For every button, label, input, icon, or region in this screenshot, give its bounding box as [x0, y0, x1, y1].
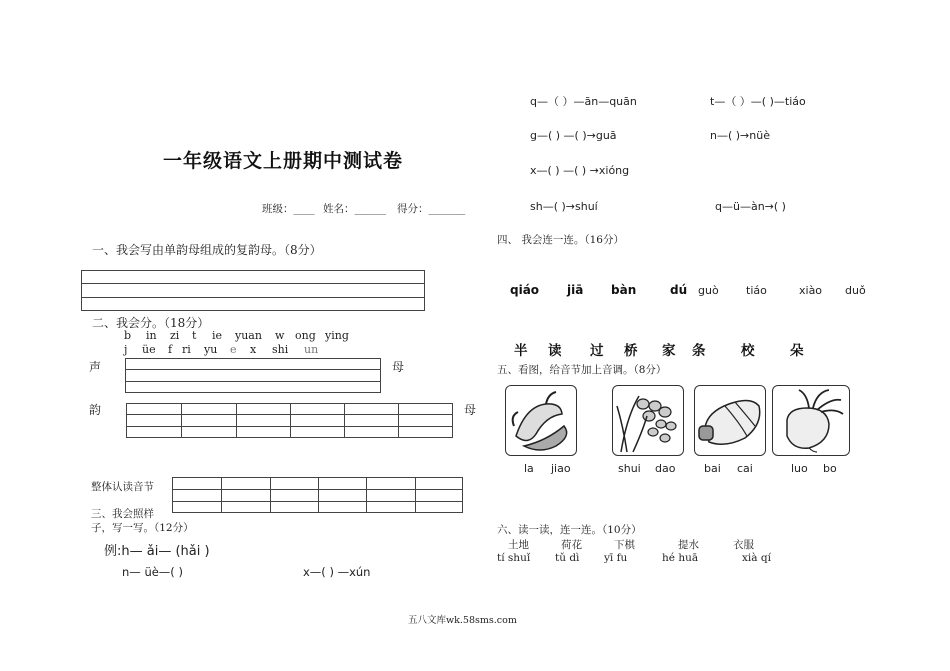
pinyin-word: duǒ [845, 284, 866, 297]
hanzi: 桥 [624, 343, 638, 359]
pinyin-word: bàn [611, 283, 637, 297]
word-pinyin: tí shuǐ [497, 552, 531, 564]
word-pinyin: yī fu [604, 552, 628, 564]
zhengti-label: 整体认读音节 [91, 481, 154, 493]
syllable: x [250, 343, 257, 356]
hanzi: 半 [514, 343, 528, 359]
score-field: 得分：_______ [397, 203, 466, 215]
syllable: üe [142, 343, 156, 356]
yunmu-label: 韵 [89, 403, 102, 417]
spell-row-4a: sh—( )→shuí [530, 200, 598, 213]
spell-row-2a: g—( ) —( )→guā [530, 129, 617, 142]
syllable: e [230, 343, 237, 356]
pic-label: dao [655, 462, 676, 475]
section-4-heading: 四、 我会连一连。（16分） [497, 234, 624, 246]
syllable: yu [204, 343, 218, 356]
section-3-item-1: n— üè—( ) [122, 565, 183, 579]
yunmu-label-tail: 母 [464, 403, 477, 417]
hanzi: 家 [662, 343, 676, 359]
hanzi: 朵 [790, 343, 804, 359]
word-pinyin: hé huā [662, 552, 699, 564]
rice-icon [613, 386, 683, 455]
spell-row-2b: n—( )→nüè [710, 129, 770, 142]
syllable: ong [295, 329, 316, 342]
pinyin-word: tiáo [746, 284, 767, 297]
section-3-example: 例:h— ǎi— (hǎi ) [104, 544, 210, 559]
syllable: ying [325, 329, 349, 342]
pic-label: la [524, 462, 534, 475]
spell-row-1a: q—（ ）—ān—quān [530, 95, 637, 108]
syllable: ie [212, 329, 223, 342]
pic-label: bai [704, 462, 721, 475]
syllable: ri [182, 343, 191, 356]
syllable: b [124, 329, 132, 342]
pinyin-word: guò [698, 284, 719, 297]
pic-label: bo [823, 462, 837, 475]
syllable: t [192, 329, 197, 342]
pinyin-word: qiáo [510, 283, 540, 297]
radish-picture [772, 385, 850, 456]
pic-label: jiao [551, 462, 571, 475]
section-2-heading: 二、我会分。（18分） [92, 316, 210, 330]
section-3-heading-b: 子，写一写。（12分） [91, 522, 194, 534]
syllable: in [146, 329, 157, 342]
class-field: 班级：____ [262, 203, 315, 215]
radish-icon [773, 386, 849, 455]
syllable: shi [272, 343, 289, 356]
pepper-icon [506, 386, 576, 455]
syllable: yuan [235, 329, 262, 342]
section-6-heading: 六、读一读，连一连。（10分） [497, 524, 642, 536]
shengmu-label: 声 [89, 360, 102, 374]
syllable: w [275, 329, 285, 342]
name-field: 姓名：______ [323, 203, 386, 215]
pinyin-word: xiào [799, 284, 823, 297]
hanzi: 校 [741, 343, 755, 359]
word: 提水 [678, 539, 699, 551]
word: 下棋 [614, 539, 635, 551]
syllable: zi [170, 329, 180, 342]
spell-row-4b: q—ü—àn→( ) [715, 200, 786, 213]
yunmu-grid [126, 403, 453, 438]
pic-label: shui [618, 462, 641, 475]
word: 土地 [508, 539, 529, 551]
rice-picture [612, 385, 684, 456]
footer-watermark: 五八文库wk.58sms.com [408, 615, 517, 626]
section-3-item-2: x—( ) —xún [303, 565, 371, 579]
word: 衣服 [733, 539, 754, 551]
pinyin-word: dú [670, 283, 688, 297]
section-3-heading-a: 三、我会照样 [91, 508, 154, 520]
pic-label: cai [737, 462, 753, 475]
section-1-writing-lines [81, 270, 425, 311]
hanzi: 条 [692, 343, 706, 359]
shengmu-lines [125, 358, 381, 393]
shengmu-label-tail: 母 [392, 360, 405, 374]
pinyin-word: jiā [567, 283, 584, 297]
page-title: 一年级语文上册期中测试卷 [163, 150, 404, 172]
syllable-row-1 [124, 329, 349, 342]
word-pinyin: tǔ dì [555, 552, 580, 564]
word-pinyin: xià qí [742, 552, 771, 564]
zhengti-grid [172, 477, 463, 513]
syllable: un [304, 343, 319, 356]
cabbage-picture [694, 385, 766, 456]
spell-row-1b: t—（ ）—( )—tiáo [710, 95, 806, 108]
hanzi: 过 [590, 343, 604, 359]
cabbage-icon [695, 386, 765, 455]
syllable: j [124, 343, 128, 356]
section-1-heading: 一、我会写由单韵母组成的复韵母。（8分） [92, 243, 322, 257]
pic-label: luo [791, 462, 808, 475]
pepper-picture [505, 385, 577, 456]
section-5-heading: 五、看图，给音节加上音调。（8分） [497, 364, 667, 376]
syllable-row-2 [124, 343, 318, 356]
spell-row-3a: x—( ) —( ) →xióng [530, 164, 630, 177]
hanzi: 读 [548, 343, 562, 359]
word: 荷花 [561, 539, 582, 551]
syllable: f [168, 343, 173, 356]
